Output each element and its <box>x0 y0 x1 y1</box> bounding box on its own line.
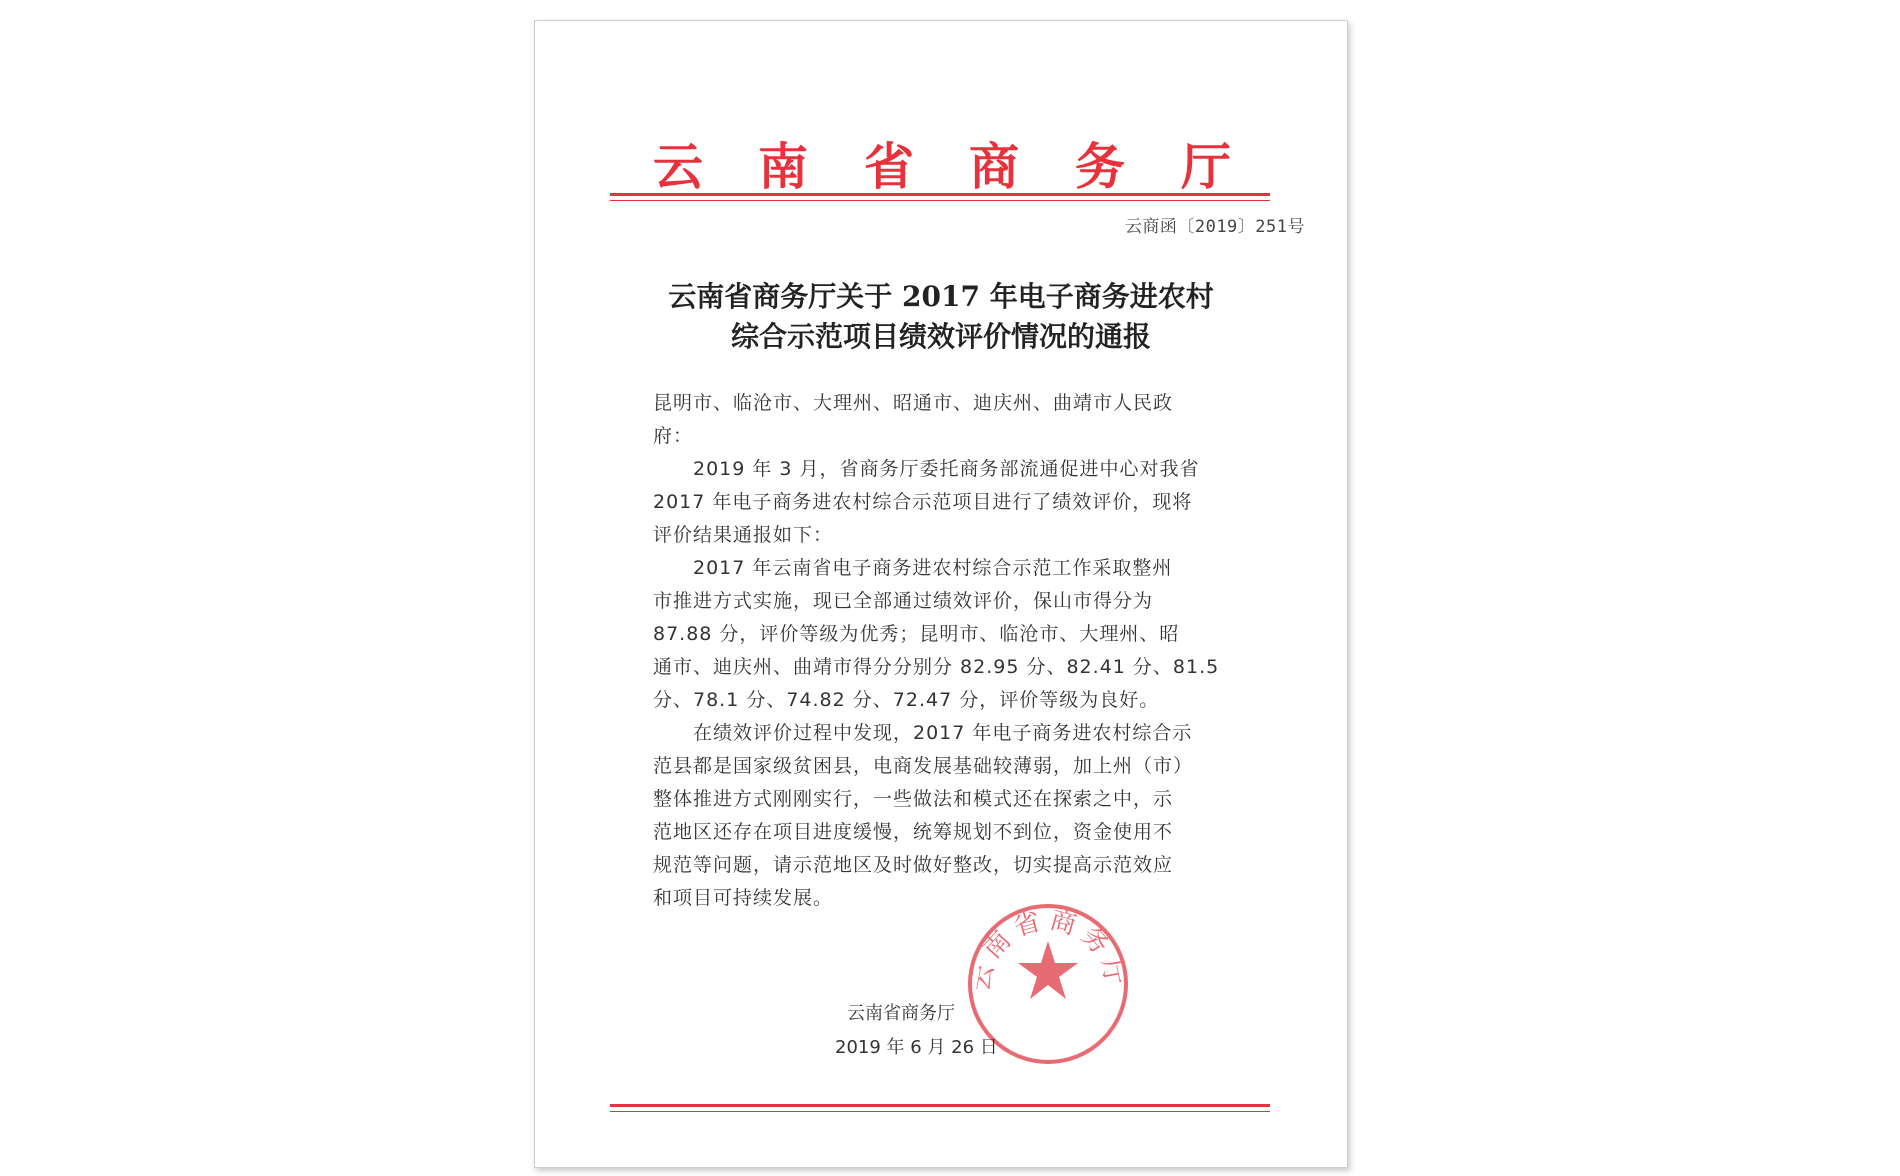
signature-date: 2019 年 6 月 26 日 <box>835 1037 998 1058</box>
letterhead-char: 省 <box>864 137 914 196</box>
body-line: 分、78.1 分、74.82 分、72.47 分，评价等级为良好。 <box>653 689 1160 711</box>
footer-rule-thick <box>610 1104 1270 1107</box>
seal-text: 云南省商务厅 <box>965 905 1131 994</box>
letterhead-char: 厅 <box>1181 137 1231 196</box>
body-line: 2017 年云南省电子商务进农村综合示范工作采取整州 <box>653 557 1173 579</box>
body-line: 范地区还存在项目进度缓慢，统筹规划不到位，资金使用不 <box>653 821 1174 843</box>
body-line: 评价结果通报如下： <box>653 524 834 546</box>
signature-org: 云南省商务厅 <box>847 1003 955 1024</box>
body-line: 市推进方式实施，现已全部通过绩效评价，保山市得分为 <box>653 590 1154 612</box>
body-line: 府： <box>653 425 694 447</box>
header-rule-thick <box>610 193 1270 196</box>
body-line: 87.88 分，评价等级为优秀；昆明市、临沧市、大理州、昭 <box>653 623 1180 645</box>
body-line: 在绩效评价过程中发现，2017 年电子商务进农村综合示 <box>653 722 1193 744</box>
body-line: 2019 年 3 月，省商务厅委托商务部流通促进中心对我省 <box>653 458 1200 480</box>
letterhead-char: 务 <box>1075 137 1125 196</box>
body-line: 和项目可持续发展。 <box>653 887 834 909</box>
letterhead-char: 商 <box>969 137 1019 196</box>
letterhead-char: 云 <box>653 137 703 196</box>
title-line-1: 云南省商务厅关于 2017 年电子商务进农村 <box>668 280 1214 313</box>
document-page <box>534 20 1348 1168</box>
seal-star-icon <box>1018 941 1078 999</box>
body-line: 范县都是国家级贫困县，电商发展基础较薄弱，加上州（市） <box>653 755 1194 777</box>
header-rule-thin <box>610 200 1270 201</box>
document-title <box>575 277 1307 357</box>
footer-rule-thin <box>610 1111 1270 1112</box>
body-line: 昆明市、临沧市、大理州、昭通市、迪庆州、曲靖市人民政 <box>653 392 1174 414</box>
document-number: 云商函〔2019〕251号 <box>1124 217 1305 237</box>
body-line: 规范等问题，请示范地区及时做好整改，切实提高示范效应 <box>653 854 1174 876</box>
body-line: 通市、迪庆州、曲靖市得分分别分 82.95 分、82.41 分、81.5 <box>653 656 1220 678</box>
body-line: 整体推进方式刚刚实行，一些做法和模式还在探索之中，示 <box>653 788 1174 810</box>
body-line: 2017 年电子商务进农村综合示范项目进行了绩效评价，现将 <box>653 491 1193 513</box>
letterhead-char: 南 <box>758 137 808 196</box>
title-line-2: 综合示范项目绩效评价情况的通报 <box>730 320 1151 353</box>
